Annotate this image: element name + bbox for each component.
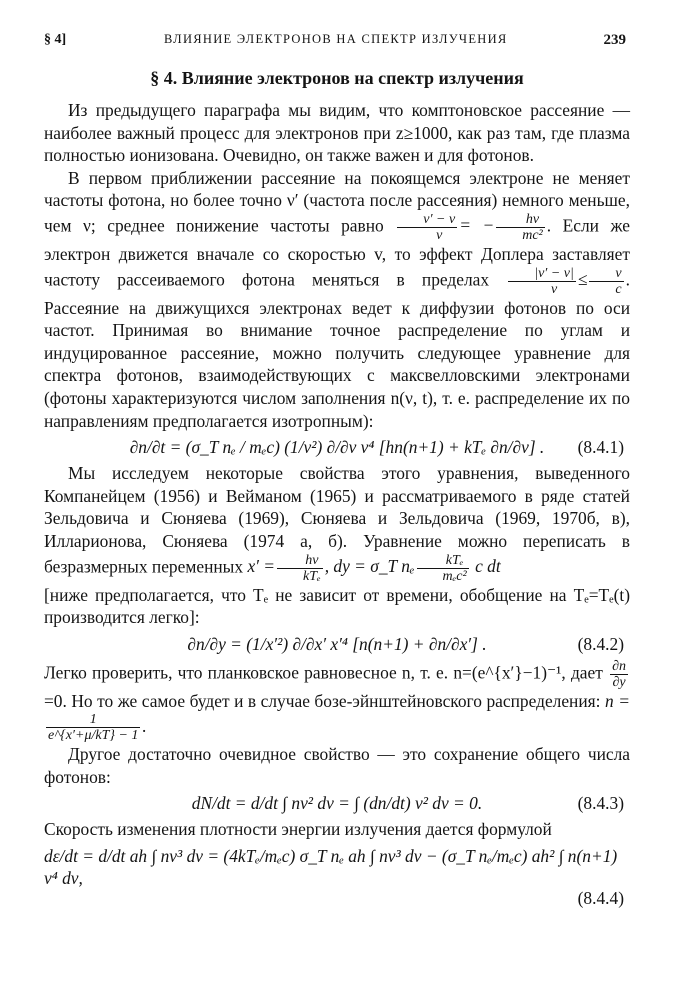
equation-8-4-2 (44, 633, 630, 655)
paragraph-2-part-a: В первом приближении рассеяние на покоящемся электроне не меняет частоты фотона, но более точно ν′ (частота после рассеяния) немного меньше, чем ν; среднее понижение частоты равно (44, 167, 630, 236)
equation-8-4-3 (44, 792, 630, 814)
fraction: $\frac{h\nu}{\text{kTₑ}}$ (277, 553, 323, 584)
equation-body: dε/dt = d/dt ah ∫ nν³ dν = (4kTₑ/mₑc) σ_T nₑ ah ∫ nν³ dν − (σ_T nₑ/mₑc) ah² ∫ n(n+1) ν⁴ dν, (44, 846, 618, 889)
running-head (44, 22, 630, 46)
equation-number: (8.4.1) (577, 437, 624, 458)
page-number: 239 (603, 32, 626, 48)
paragraph-2-part-b: . Если же электрон движется вначале со скоростью v, то эффект Доплера заставляет частоту рассеиваемого фотона меняться в пределах (44, 215, 630, 290)
fraction: $\frac{|\nu' - \nu|}{\nu}$ (508, 266, 576, 297)
paragraph-6: Скорость изменения плотности энергии излучения дается формулой (44, 819, 552, 840)
running-title: ВЛИЯНИЕ ЭЛЕКТРОНОВ НА СПЕКТР ИЗЛУЧЕНИЯ (164, 32, 508, 46)
paragraph-4-part-a: Легко проверить, что планковское равновесное n, т. е. n=(e^{x′}−1)⁻¹, дает (44, 662, 603, 683)
equation-number: (8.4.3) (577, 793, 624, 814)
fraction: $\frac{\text{kTₑ}}{\text{mₑc²}}$ (417, 553, 469, 584)
variables-formula: x′ = $\frac{h\nu}{\text{kTₑ}}$ , dy = σ_T nₑ $\frac{\text{kTₑ}}{\text{mₑc²}}$ c dt (247, 552, 501, 584)
dndy-formula (608, 658, 630, 690)
doppler-formula: $\frac{|\nu' - \nu|}{\nu}$ ≤ $\frac{v}{c}$ (506, 269, 625, 289)
equation-body: ∂n/∂t = (σ_T nₑ / mₑc) (1/ν²) ∂/∂ν ν⁴ [hn(n+1) + kTₑ ∂n/∂ν] . (129, 437, 545, 458)
paragraph-4-part-b: =0. Но то же самое будет и в случае бозе-эйнштейновского распределения: (44, 690, 601, 711)
equation-body: ∂n/∂y = (1/x′²) ∂/∂x′ x′⁴ [n(n+1) + ∂n/∂x′] . (187, 633, 487, 654)
paragraph-1: Из предыдущего параграфа мы видим, что комптоновское рассеяние — наиболее важный процесс для электронов при z≥1000, как раз там, где плазма полностью ионизована. Очевидно, он также важен и для фотонов. (44, 100, 630, 166)
equation-8-4-1 (44, 436, 630, 458)
section-mark: § 4] (44, 32, 67, 47)
fraction: $\frac{v}{c}$ (589, 266, 623, 297)
paragraph-2-part-c: . Рассеяние на движущихся электронах ведет к диффузии фотонов по оси частот. Принимая во внимание точное распределение по углам и индуцированное рассеяние, можно получить следующее уравнение для спектра фотонов, взаимодействующих с максвелловскими электронами (фотоны характеризуются числом заполнения n(ν, t), т. е. распределение их по направлениям предполагается изотропным): (44, 269, 630, 431)
paragraph-2 (44, 167, 630, 432)
fraction: $\frac{\partial n}{\partial y}$ (612, 658, 626, 690)
page (44, 22, 630, 909)
paragraph-5: Другое достаточно очевидное свойство — это сохранение общего числа фотонов: (44, 744, 630, 787)
paragraph-3 (44, 462, 630, 583)
paragraph-3-continued: [ниже предполагается, что Tₑ не зависит от времени, обобщение на Tₑ=Tₑ(t) производится легко]: (44, 584, 630, 628)
paragraph-3-part-a: Мы исследуем некоторые свойства этого уравнения, выведенного Компанейцем (1956) и Вейманом (1965) и рассматриваемого в ряде статей Зельдовича и Сюняева (1969), Сюняева и Зельдовича (1969, 1970б, в), Илларионова, Сюняева (1974 а, б). Уравнение можно переписать в безразмерных переменных (44, 463, 630, 576)
equation-number: (8.4.2) (577, 633, 624, 654)
equation-8-4-4 (44, 845, 630, 909)
fraction: $\frac{1}{e\^{}\{x'+\mu/kT\} - 1}$ (48, 712, 139, 744)
equation-body: dN/dt = d/dt ∫ nν² dν = ∫ (dn/dt) ν² dν = 0. (191, 793, 483, 814)
paragraph-4 (44, 659, 630, 744)
fraction: $\frac{h\nu}{\text{mc²}}$ (496, 212, 545, 243)
bose-formula: n = $\frac{1}{e\^{}\{x'+\mu/kT\} - 1}$ . (48, 690, 630, 744)
equation-number: (8.4.4) (577, 888, 624, 909)
mean-shift-formula: $\frac{\nu' - \nu}{\nu}$ = − $\frac{h\nu}{\text{mc²}}$ (395, 215, 546, 235)
fraction: $\frac{\nu' - \nu}{\nu}$ (397, 212, 457, 243)
section-title: § 4. Влияние электронов на спектр излучения (150, 68, 524, 88)
